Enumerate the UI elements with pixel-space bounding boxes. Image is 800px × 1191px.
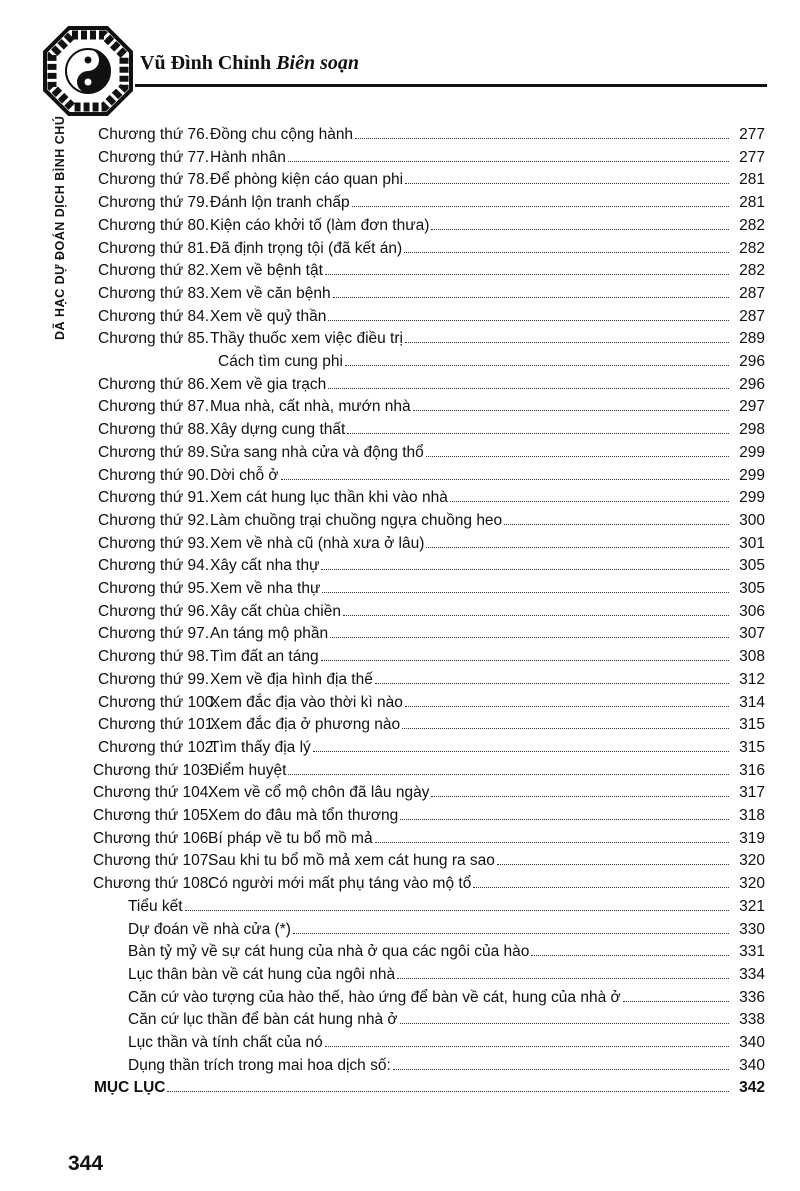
toc-page-number: 296	[739, 375, 765, 393]
toc-page-number: 321	[739, 897, 765, 915]
toc-page-number: 282	[739, 239, 765, 257]
toc-chapter-number: Chương thứ 93.	[98, 534, 210, 552]
toc-chapter-number: Chương thứ 99.	[98, 670, 210, 688]
toc-entry-title: Đánh lộn tranh chấp	[210, 194, 350, 212]
toc-dot-leader	[288, 160, 729, 162]
toc-entry	[93, 850, 765, 872]
toc-entry	[98, 714, 765, 736]
toc-entry	[98, 578, 765, 600]
toc-entry	[94, 1077, 765, 1099]
toc-dot-leader	[347, 432, 729, 434]
toc-page-number: 289	[739, 330, 765, 348]
toc-entry-title: Xem về nhà cũ (nhà xưa ở lâu)	[210, 534, 425, 552]
toc-entry-title: Xem về bệnh tật	[210, 262, 323, 280]
toc-dot-leader	[405, 341, 729, 343]
toc-dot-leader	[167, 1090, 729, 1092]
toc-chapter-number: Chương thứ 76.	[98, 126, 210, 143]
toc-chapter-number: Chương thứ 105.	[93, 807, 213, 824]
toc-entry-title: Bí pháp về tu bổ mồ mả	[208, 829, 373, 847]
toc-entry	[128, 919, 765, 941]
toc-entry-title: Mua nhà, cất nhà, mướn nhà	[210, 398, 411, 416]
toc-entry	[128, 1032, 765, 1054]
toc-chapter-number: Chương thứ 83.	[98, 284, 210, 302]
toc-entry	[93, 873, 765, 895]
toc-page-number: 308	[739, 648, 765, 666]
toc-chapter-number: Chương thứ 87.	[98, 398, 210, 416]
toc-chapter-number: Chương thứ 78.	[98, 171, 210, 189]
toc-dot-leader	[400, 818, 729, 820]
toc-dot-leader	[531, 954, 729, 956]
toc-chapter-number: Chương thứ 106.	[93, 829, 213, 847]
toc-dot-leader	[355, 137, 729, 139]
toc-page-number: 306	[739, 602, 765, 620]
toc-page-number: 297	[739, 398, 765, 416]
toc-entry	[98, 487, 765, 509]
toc-dot-leader	[375, 682, 729, 684]
toc-page-number: 312	[739, 670, 765, 688]
toc-entry	[98, 692, 765, 714]
toc-entry-title: Dụng thần trích trong mai hoa dịch số:	[128, 1056, 391, 1074]
toc-entry-title: Cách tìm cung phi	[218, 353, 343, 370]
toc-dot-leader	[325, 273, 729, 275]
toc-entry-title: Để phòng kiện cáo quan phi	[210, 171, 404, 189]
toc-entry-title: Tìm đất an táng	[210, 648, 319, 666]
toc-entry	[98, 442, 765, 464]
toc-entry-title: An táng mộ phần	[210, 625, 329, 643]
toc-dot-leader	[397, 977, 729, 979]
toc-page-number: 330	[739, 920, 765, 938]
toc-entry	[128, 896, 765, 918]
toc-chapter-number: Chương thứ 79.	[98, 194, 210, 212]
toc-dot-leader	[393, 1068, 729, 1070]
toc-entry-title: Lục thần và tính chất của nó	[128, 1034, 323, 1051]
header-rule	[135, 84, 767, 87]
toc-dot-leader	[413, 409, 729, 411]
toc-page-number: 338	[739, 1011, 765, 1029]
toc-chapter-number: Chương thứ 98.	[98, 648, 210, 666]
toc-page-number: 282	[739, 262, 765, 280]
toc-page-number: 305	[739, 557, 765, 575]
toc-entry-title: Xem đắc địa ở phương nào	[210, 716, 401, 734]
toc-page-number: 282	[739, 216, 765, 234]
toc-entry-title: Đã định trọng tội (đã kết án)	[210, 239, 403, 257]
toc-entry-title: Sau khi tu bổ mồ mả xem cát hung ra sao	[208, 852, 495, 870]
toc-entry	[98, 260, 765, 282]
toc-dot-leader	[328, 319, 729, 321]
toc-entry	[98, 169, 765, 191]
toc-dot-leader	[321, 659, 729, 661]
toc-entry	[98, 328, 765, 350]
toc-page-number: 320	[739, 852, 765, 870]
toc-entry	[98, 192, 765, 214]
toc-page-number: 316	[739, 761, 765, 779]
toc-dot-leader	[328, 387, 729, 389]
toc-chapter-number: Chương thứ 103.	[93, 761, 213, 779]
toc-entry-title: Tiểu kết	[128, 897, 183, 915]
toc-chapter-number: Chương thứ 82.	[98, 262, 210, 280]
toc-page-number: 281	[739, 171, 765, 189]
toc-dot-leader	[322, 591, 729, 593]
toc-entry	[128, 1009, 765, 1031]
toc-entry-title: Căn cứ vào tượng của hào thế, hào ứng để bàn về cát, hung của nhà ở	[128, 988, 621, 1006]
toc-dot-leader	[345, 364, 729, 366]
toc-entry-title: Xây cất chùa chiền	[210, 602, 341, 620]
toc-chapter-number: Chương thứ 97.	[98, 625, 210, 643]
toc-entry	[98, 669, 765, 691]
toc-entry-title: Căn cứ lục thần để bàn cát hung nhà ở	[128, 1011, 398, 1029]
toc-dot-leader	[426, 546, 729, 548]
toc-page-number: 277	[739, 126, 765, 143]
toc-entry-title: Kiện cáo khởi tố (làm đơn thưa)	[210, 216, 430, 234]
page-header	[0, 0, 800, 110]
toc-chapter-number: Chương thứ 92.	[98, 511, 210, 529]
toc-page-number: 299	[739, 489, 765, 507]
toc-chapter-number: Chương thứ 104.	[93, 784, 213, 802]
toc-entry-title: Xem do đâu mà tổn thương	[208, 807, 399, 824]
toc-chapter-number: Chương thứ 90.	[98, 466, 210, 484]
toc-page-number: 281	[739, 194, 765, 212]
toc-chapter-number: Chương thứ 86.	[98, 375, 210, 393]
spine-title	[51, 115, 71, 340]
toc-page-number: 319	[739, 829, 765, 847]
toc-entry	[98, 147, 765, 169]
toc-page-number: 317	[739, 784, 765, 802]
toc-dot-leader	[404, 251, 729, 253]
toc-page-number: 342	[739, 1079, 765, 1097]
toc-entry	[128, 964, 765, 986]
page-number: 344	[68, 1152, 104, 1175]
bagua-yin-yang-icon	[42, 25, 134, 117]
toc-page-number: 340	[739, 1034, 765, 1051]
toc-entry	[98, 215, 765, 237]
toc-dot-leader	[288, 773, 729, 775]
toc-page-number: 334	[739, 965, 765, 983]
toc-entry	[93, 805, 765, 827]
toc-dot-leader	[352, 205, 729, 207]
toc-dot-leader	[497, 863, 729, 865]
toc-dot-leader	[623, 1000, 729, 1002]
toc-page-number: 299	[739, 466, 765, 484]
toc-page-number: 315	[739, 738, 765, 756]
toc-entry-title: Có người mới mất phụ táng vào mộ tổ	[208, 875, 472, 893]
author-name: Vũ Đình Chỉnh	[140, 52, 272, 74]
toc-entry-title: Điểm huyệt	[208, 761, 287, 779]
toc-entry	[98, 124, 765, 146]
toc-entry	[93, 782, 765, 804]
toc-entry	[98, 646, 765, 668]
toc-entry-title: Xem về nha thự	[210, 580, 321, 597]
toc-page-number: 320	[739, 875, 765, 893]
toc-entry-title: Xem về cổ mộ chôn đã lâu ngày	[208, 784, 430, 802]
toc-dot-leader	[185, 909, 729, 911]
toc-dot-leader	[405, 182, 729, 184]
toc-entry-title: Hành nhân	[210, 148, 286, 166]
toc-entry	[98, 623, 765, 645]
toc-page-number: 315	[739, 716, 765, 734]
toc-chapter-number: Chương thứ 108.	[93, 875, 213, 893]
toc-page-number: 300	[739, 511, 765, 529]
toc-dot-leader	[293, 932, 729, 934]
toc-entry-title: Thầy thuốc xem việc điều trị	[210, 330, 403, 348]
toc-page-number: 287	[739, 307, 765, 325]
toc-page-number: 340	[739, 1056, 765, 1074]
toc-dot-leader	[431, 795, 729, 797]
toc-entry-title: Xem đắc địa vào thời kì nào	[210, 693, 403, 711]
toc-page-number: 318	[739, 807, 765, 824]
toc-chapter-number: Chương thứ 91.	[98, 489, 210, 507]
toc-dot-leader	[402, 727, 729, 729]
toc-page-number: 299	[739, 443, 765, 461]
toc-chapter-number: Chương thứ 85.	[98, 330, 210, 348]
toc-entry	[128, 1055, 765, 1077]
toc-page-number: 305	[739, 580, 765, 597]
toc-page-number: 336	[739, 988, 765, 1006]
toc-dot-leader	[426, 455, 729, 457]
toc-entry	[93, 828, 765, 850]
spine-title-text: DÃ HẠC DỰ ĐOÁN DỊCH BÌNH CHÚ	[53, 115, 67, 340]
toc-chapter-number: Chương thứ 96.	[98, 602, 210, 620]
toc-entry-title: Làm chuồng trại chuồng ngựa chuồng heo	[210, 511, 503, 529]
author-role: Biên soạn	[276, 52, 359, 74]
toc-chapter-number: Chương thứ 101.	[98, 716, 218, 734]
toc-entry	[98, 533, 765, 555]
toc-chapter-number: Chương thứ 100.	[98, 693, 218, 711]
toc-chapter-number: Chương thứ 94.	[98, 557, 210, 575]
toc-entry	[98, 737, 765, 759]
toc-dot-leader	[343, 614, 729, 616]
toc-entry	[98, 283, 765, 305]
toc-dot-leader	[330, 636, 729, 638]
toc-entry	[98, 419, 765, 441]
toc-page-number: 331	[739, 943, 765, 961]
toc-page-number: 301	[739, 534, 765, 552]
toc-dot-leader	[333, 296, 729, 298]
toc-entry-title: Lục thân bàn về cát hung của ngôi nhà	[128, 965, 396, 983]
toc-dot-leader	[375, 841, 729, 843]
toc-entry-title: Dời chỗ ở	[210, 466, 279, 484]
toc-page-number: 298	[739, 421, 765, 439]
toc-entry-title: Xây dựng cung thất	[210, 421, 346, 439]
toc-dot-leader	[321, 568, 729, 570]
toc-page-number: 307	[739, 625, 765, 643]
toc-entry-title: MỤC LỤC	[94, 1079, 166, 1097]
toc-entry	[98, 555, 765, 577]
toc-entry	[98, 601, 765, 623]
toc-dot-leader	[473, 886, 729, 888]
author-line	[140, 52, 359, 75]
toc-entry	[93, 760, 765, 782]
toc-entry	[98, 465, 765, 487]
toc-chapter-number: Chương thứ 107.	[93, 852, 213, 870]
toc-dot-leader	[405, 705, 729, 707]
toc-page-number: 296	[739, 353, 765, 370]
toc-chapter-number: Chương thứ 88.	[98, 421, 210, 439]
toc-entry-title: Bàn tỷ mỷ về sự cát hung của nhà ở qua các ngôi của hào	[128, 943, 530, 961]
toc-entry	[128, 941, 765, 963]
toc-dot-leader	[450, 500, 729, 502]
toc-entry	[128, 987, 765, 1009]
toc-dot-leader	[325, 1045, 729, 1047]
toc-chapter-number: Chương thứ 84.	[98, 307, 210, 325]
toc-chapter-number: Chương thứ 89.	[98, 443, 210, 461]
toc-dot-leader	[400, 1022, 729, 1024]
toc-entry-title: Đồng chu cộng hành	[210, 126, 354, 143]
toc-entry	[98, 238, 765, 260]
toc-entry-title: Xem cát hung lục thần khi vào nhà	[210, 489, 448, 507]
toc-entry-title: Xem về căn bệnh	[210, 284, 331, 302]
toc-entry-title: Sửa sang nhà cửa và động thổ	[210, 443, 424, 461]
toc-entry-title: Xem về gia trạch	[210, 375, 327, 393]
toc-entry-title: Xem về địa hình địa thế	[210, 670, 373, 688]
toc-dot-leader	[281, 478, 729, 480]
toc-entry	[218, 351, 765, 373]
toc-dot-leader	[431, 228, 729, 230]
toc-entry	[98, 374, 765, 396]
toc-entry	[98, 396, 765, 418]
toc-chapter-number: Chương thứ 81.	[98, 239, 210, 257]
toc-entry	[98, 306, 765, 328]
toc-dot-leader	[504, 523, 729, 525]
toc-page-number: 314	[739, 693, 765, 711]
toc-chapter-number: Chương thứ 77.	[98, 148, 210, 166]
toc-entry-title: Dự đoán về nhà cửa (*)	[128, 920, 291, 938]
toc-page-number: 277	[739, 148, 765, 166]
toc-entry-title: Xem về quỷ thần	[210, 307, 327, 325]
toc-entry	[98, 510, 765, 532]
toc-chapter-number: Chương thứ 80.	[98, 216, 210, 234]
toc-chapter-number: Chương thứ 95.	[98, 580, 210, 597]
toc-dot-leader	[313, 750, 729, 752]
toc-entry-title: Xây cất nha thự	[210, 557, 320, 575]
toc-entry-title: Tìm thấy địa lý	[210, 738, 311, 756]
toc-page-number: 287	[739, 284, 765, 302]
toc-chapter-number: Chương thứ 102.	[98, 738, 218, 756]
